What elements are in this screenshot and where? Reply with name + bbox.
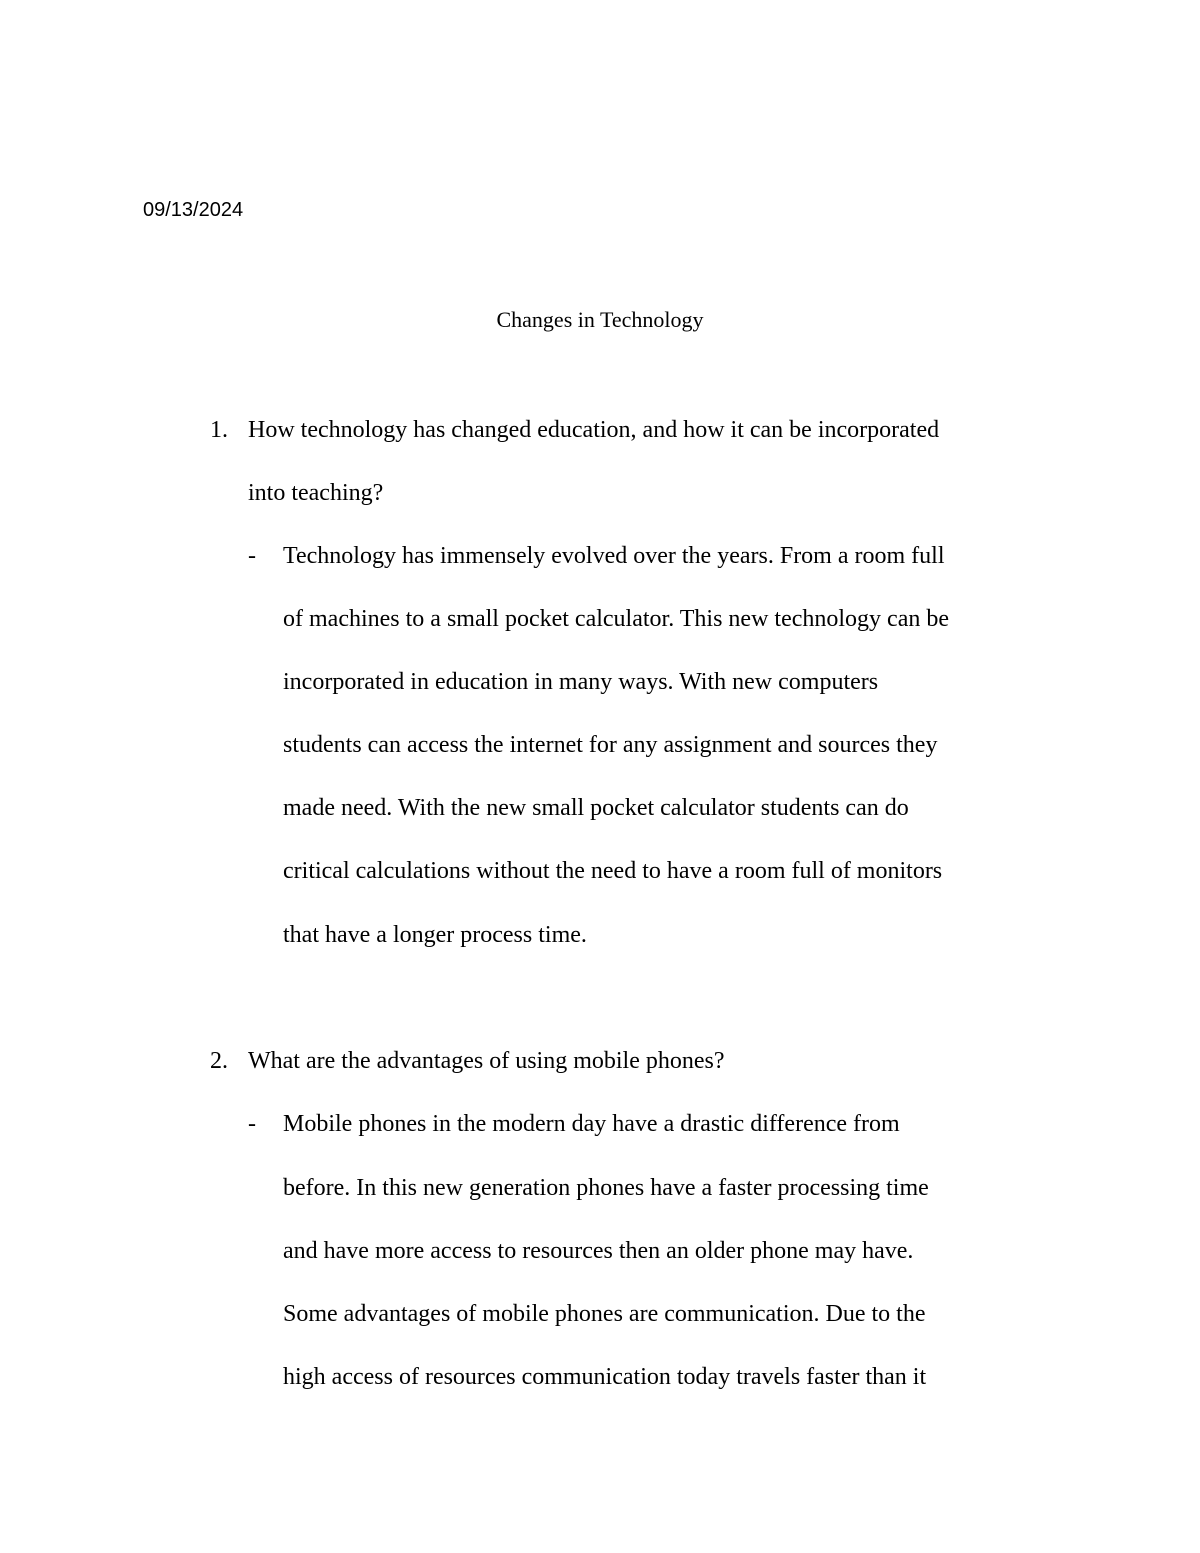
document-title: Changes in Technology [496, 307, 704, 332]
answer-text-line: before. In this new generation phones have a faster processing time [283, 1175, 929, 1201]
answer-text-line: critical calculations without the need to have a room full of monitors [283, 858, 943, 884]
answer-text-line: Technology has immensely evolved over the years. From a room full [283, 543, 945, 569]
answer-text-line: and have more access to resources then an older phone may have. [283, 1238, 914, 1264]
answer-bullet: - [248, 543, 256, 569]
document-date: 09/13/2024 [143, 199, 244, 221]
answer-text-line: that have a longer process time. [283, 922, 587, 948]
answer-text-line: of machines to a small pocket calculator. This new technology can be [283, 606, 950, 632]
answer-text-line: Some advantages of mobile phones are communication. Due to the [283, 1301, 926, 1327]
answer-bullet: - [248, 1111, 256, 1137]
answer-text-line: made need. With the new small pocket calculator students can do [283, 795, 909, 821]
question-number: 1. [210, 417, 228, 443]
answer-text-line: students can access the internet for any assignment and sources they [283, 732, 938, 758]
answer-text-line: incorporated in education in many ways. With new computers [283, 669, 879, 695]
answer-text-line: Mobile phones in the modern day have a drastic difference from [283, 1111, 900, 1137]
question-number: 2. [210, 1048, 228, 1074]
question-text-line: What are the advantages of using mobile phones? [248, 1048, 725, 1074]
question-text-line: How technology has changed education, and how it can be incorporated [248, 417, 940, 443]
answer-text-line: high access of resources communication today travels faster than it [283, 1364, 927, 1390]
question-text-line: into teaching? [248, 480, 384, 506]
